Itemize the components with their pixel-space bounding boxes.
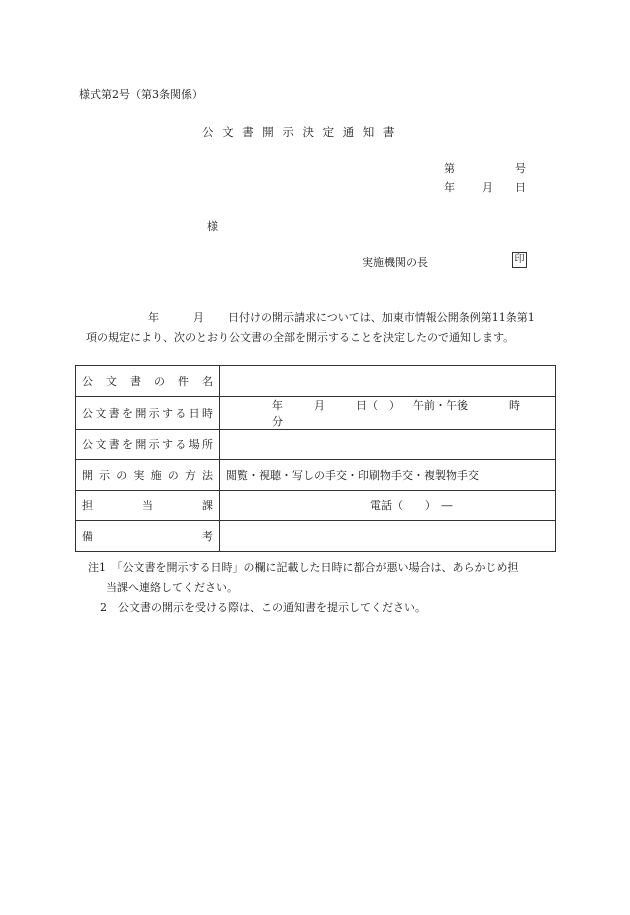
datetime-day: 日（ ）	[356, 398, 400, 412]
disclosure-info-table	[75, 365, 556, 552]
body-month-label: 月	[193, 311, 204, 324]
remarks-value-cell[interactable]	[220, 521, 556, 552]
row-label-subject	[76, 366, 220, 397]
label-text: 備考	[82, 529, 213, 543]
place-value-cell[interactable]	[220, 429, 556, 460]
row-label-datetime	[76, 396, 220, 429]
table-row	[76, 521, 556, 552]
label-text: 公文書を開示する日時	[82, 406, 213, 420]
row-label-method	[76, 460, 220, 491]
subject-value-cell[interactable]	[220, 366, 556, 397]
document-number-suffix: 号	[515, 162, 526, 175]
row-label-remarks	[76, 521, 220, 552]
date-month-label: 月	[482, 181, 493, 194]
datetime-minute: 分	[272, 414, 283, 428]
label-text: 公文書を開示する場所	[82, 438, 213, 452]
note-1-line-2: 当課へ連絡してください。	[106, 581, 238, 594]
note-1-line-1: 注1 「公文書を開示する日時」の欄に記載した日時に都合が悪い場合は、あらかじめ担	[88, 561, 519, 574]
addressee-honorific: 様	[207, 220, 218, 233]
datetime-ampm: 午前・午後	[413, 398, 468, 412]
sender-agency-head: 実施機関の長	[362, 256, 428, 269]
department-phone-cell[interactable]: 電話（ ） ―	[220, 490, 556, 521]
datetime-month: 月	[314, 398, 325, 412]
label-text: 公文書の件名	[82, 374, 213, 388]
document-title: 公文書開示決定通知書	[202, 125, 403, 139]
seal-mark: 印	[512, 252, 527, 268]
table-row	[76, 396, 556, 429]
table-row	[76, 366, 556, 397]
body-text-line-1	[148, 309, 535, 325]
datetime-year: 年	[272, 398, 283, 412]
row-label-department	[76, 490, 220, 521]
datetime-value-cell[interactable]	[220, 396, 556, 429]
table-row	[76, 460, 556, 491]
date-day-label: 日	[515, 181, 526, 194]
body-line1-text: 日付けの開示請求については、加東市情報公開条例第11条第1	[228, 311, 535, 324]
document-number-prefix: 第	[444, 162, 455, 175]
method-value-cell: 閲覧・視聴・写しの手交・印刷物手交・複製物手交	[220, 460, 556, 491]
label-text: 担当課	[82, 499, 213, 513]
label-text: 開示の実施の方法	[82, 468, 213, 482]
body-text-line-2: 項の規定により、次のとおり公文書の全部を開示することを決定したので通知します。	[86, 331, 515, 344]
table-row	[76, 490, 556, 521]
form-number: 様式第2号（第3条関係）	[79, 88, 203, 101]
row-label-place	[76, 429, 220, 460]
datetime-hour: 時	[509, 398, 520, 412]
note-2: 2 公文書の開示を受ける際は、この通知書を提示してください。	[100, 601, 426, 614]
table-row	[76, 429, 556, 460]
body-year-label: 年	[148, 311, 159, 324]
date-year-label: 年	[444, 181, 455, 194]
